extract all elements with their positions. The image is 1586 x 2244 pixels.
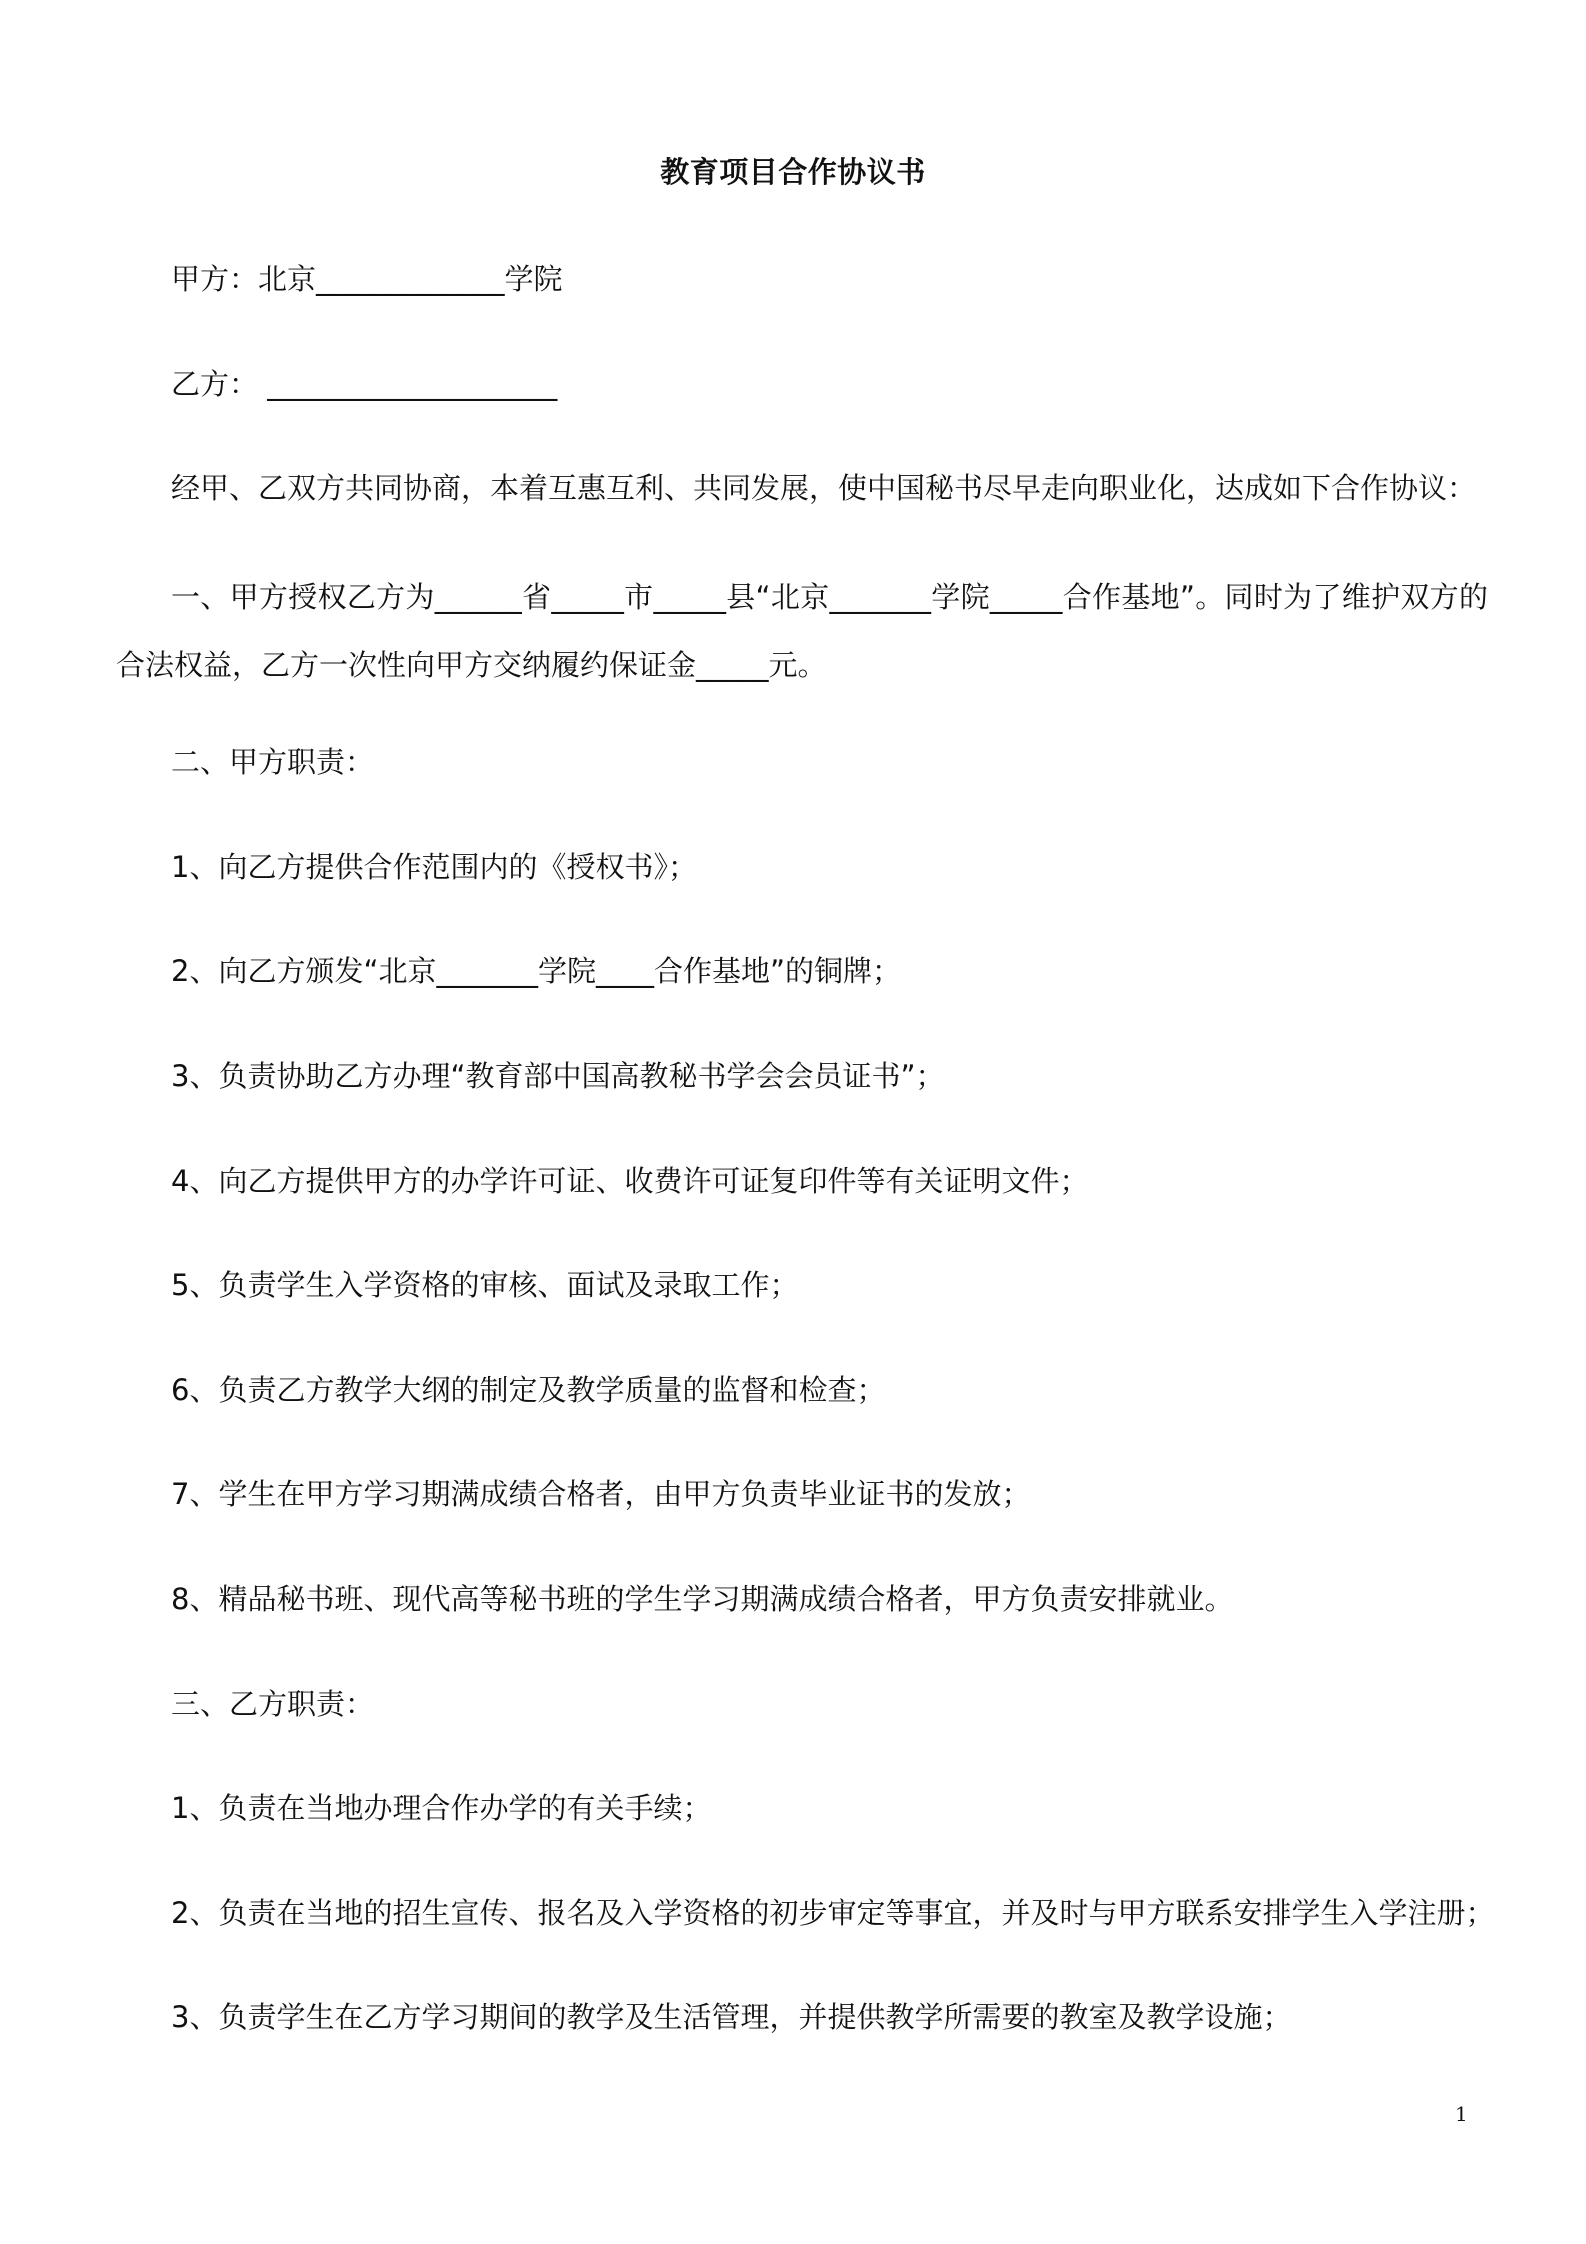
section-two-heading: 二、甲方职责： xyxy=(171,745,375,779)
page-number: 1 xyxy=(1455,2102,1468,2126)
document-title: 教育项目合作协议书 xyxy=(660,155,926,189)
party-b-line: 乙方： ____________________ xyxy=(171,367,558,401)
section-two-item: 2、向乙方颁发“北京_______学院____合作基地”的铜牌； xyxy=(171,954,901,988)
section-three-item: 1、负责在当地办理合作办学的有关手续； xyxy=(171,1791,712,1825)
section-two-item: 4、向乙方提供甲方的办学许可证、收费许可证复印件等有关证明文件； xyxy=(171,1164,1089,1198)
section-two-item: 5、负责学生入学资格的审核、面试及录取工作； xyxy=(171,1268,799,1302)
section-two-item: 1、向乙方提供合作范围内的《授权书》； xyxy=(171,850,697,884)
party-a-line: 甲方：北京_____________学院 xyxy=(171,262,563,296)
section-three-item: 3、负责学生在乙方学习期间的教学及生活管理，并提供教学所需要的教室及教学设施； xyxy=(171,2000,1292,2034)
preamble-paragraph: 经甲、乙双方共同协商，本着互惠互利、共同发展，使中国秘书尽早走向职业化，达成如下合作协议： xyxy=(171,471,1477,505)
section-two-item: 7、学生在甲方学习期满成绩合格者，由甲方负责毕业证书的发放； xyxy=(171,1477,1031,1511)
section-three-heading: 三、乙方职责： xyxy=(171,1687,375,1721)
section-two-item: 6、负责乙方教学大纲的制定及教学质量的监督和检查； xyxy=(171,1373,886,1407)
section-three-item: 2、负责在当地的招生宣传、报名及入学资格的初步审定等事宜，并及时与甲方联系安排学生入学注册； xyxy=(171,1896,1495,1930)
section-two-item: 3、负责协助乙方办理“教育部中国高教秘书学会会员证书”； xyxy=(171,1059,945,1093)
clause-one-paragraph: 一、甲方授权乙方为______省_____市_____县“北京_______学院_____合作基地”。同时为了维护双方的合法权益，乙方一次性向甲方交纳履约保证金_____元。 xyxy=(116,580,1488,682)
section-two-item: 8、精品秘书班、现代高等秘书班的学生学习期满成绩合格者，甲方负责安排就业。 xyxy=(171,1582,1234,1616)
